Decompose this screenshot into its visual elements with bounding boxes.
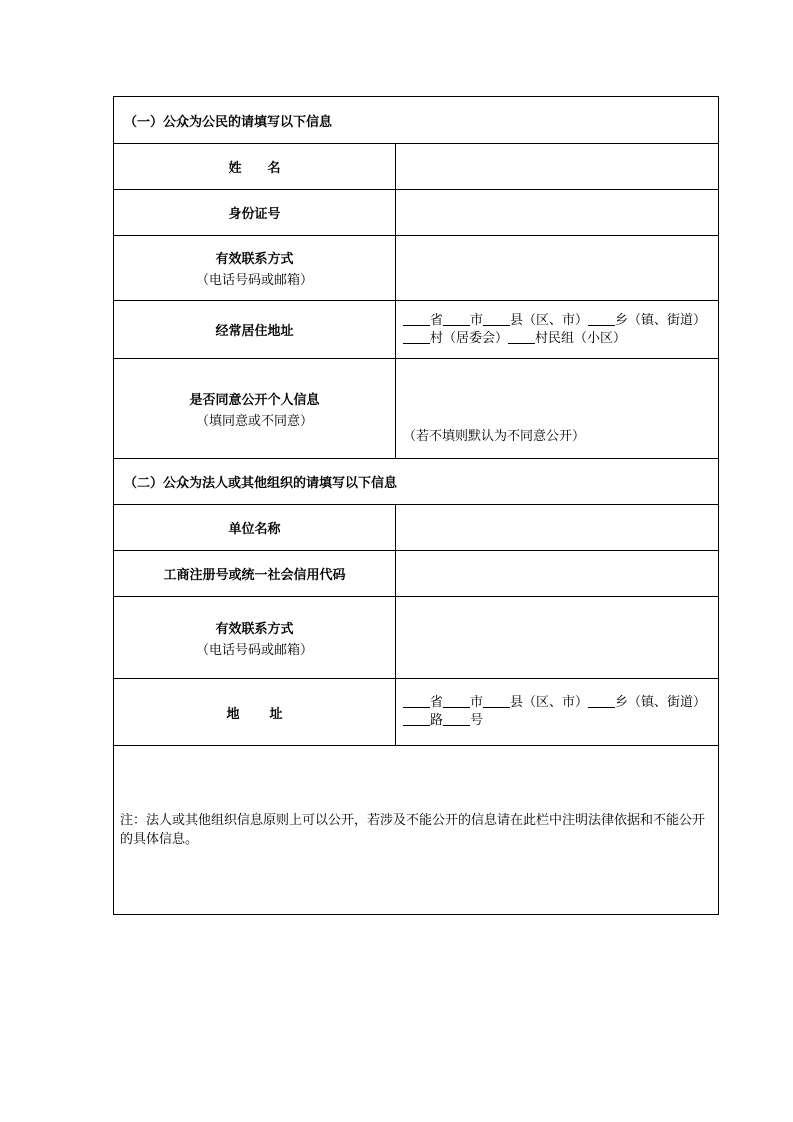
contact-sub: （电话号码或邮箱）	[195, 273, 313, 288]
section2-header: （二）公众为法人或其他组织的请填写以下信息	[114, 459, 719, 505]
name-field[interactable]	[396, 144, 719, 190]
addr-sheng: 省	[430, 312, 444, 328]
unit-field[interactable]	[396, 505, 719, 551]
org-address-field[interactable]	[396, 679, 719, 746]
consent-field[interactable]	[396, 359, 719, 459]
section1-header-row	[114, 97, 719, 144]
addr-xian: 县（区、市）	[510, 312, 589, 328]
unit-row	[114, 505, 719, 551]
org-contact-field[interactable]	[396, 597, 719, 679]
org-addr-lu: 路	[430, 713, 444, 728]
consent-label: 是否同意公开个人信息	[189, 392, 320, 408]
org-addr-hao: 号	[470, 713, 484, 728]
id-label: 身份证号	[114, 190, 396, 236]
note-cell[interactable]	[114, 746, 719, 915]
name-label: 姓名	[228, 161, 307, 176]
addr-cun: 村（居委会）	[430, 330, 509, 346]
note-row	[114, 746, 719, 915]
contact-label: 有效联系方式	[215, 252, 294, 267]
addr-xiang: 乡（镇、街道）	[615, 312, 707, 328]
residence-row	[114, 301, 719, 359]
consent-sub: （填同意或不同意）	[195, 413, 313, 429]
org-addr-xiang: 乡（镇、街道）	[615, 695, 707, 710]
residence-label: 经常居住地址	[114, 301, 396, 359]
org-contact-row	[114, 597, 719, 679]
addr-cunmin: 村民组（小区）	[535, 330, 627, 346]
contact-row	[114, 236, 719, 301]
org-addr-sheng: 省	[430, 695, 444, 710]
info-table	[113, 96, 719, 915]
org-contact-sub: （电话号码或邮箱）	[195, 642, 313, 658]
reg-row	[114, 551, 719, 597]
consent-hint: （若不填则默认为不同意公开）	[403, 429, 586, 444]
reg-field[interactable]	[396, 551, 719, 597]
info-form	[113, 96, 718, 915]
org-addr-xian: 县（区、市）	[510, 695, 589, 710]
residence-field[interactable]	[396, 301, 719, 359]
org-contact-label: 有效联系方式	[215, 621, 294, 637]
section1-header: （一）公众为公民的请填写以下信息	[114, 97, 719, 144]
contact-field[interactable]	[396, 236, 719, 301]
org-address-label: 地址	[226, 706, 313, 722]
org-addr-shi: 市	[470, 695, 484, 710]
note-text: 注：法人或其他组织信息原则上可以公开，若涉及不能公开的信息请在此栏中注明法律依据和不能公开的具体信息。	[120, 813, 706, 847]
section2-header-row	[114, 459, 719, 505]
org-address-row	[114, 679, 719, 746]
name-row	[114, 144, 719, 190]
consent-row	[114, 359, 719, 459]
addr-shi: 市	[470, 312, 484, 328]
id-row	[114, 190, 719, 236]
unit-label: 单位名称	[114, 505, 396, 551]
reg-label: 工商注册号或统一社会信用代码	[114, 551, 396, 597]
id-field[interactable]	[396, 190, 719, 236]
